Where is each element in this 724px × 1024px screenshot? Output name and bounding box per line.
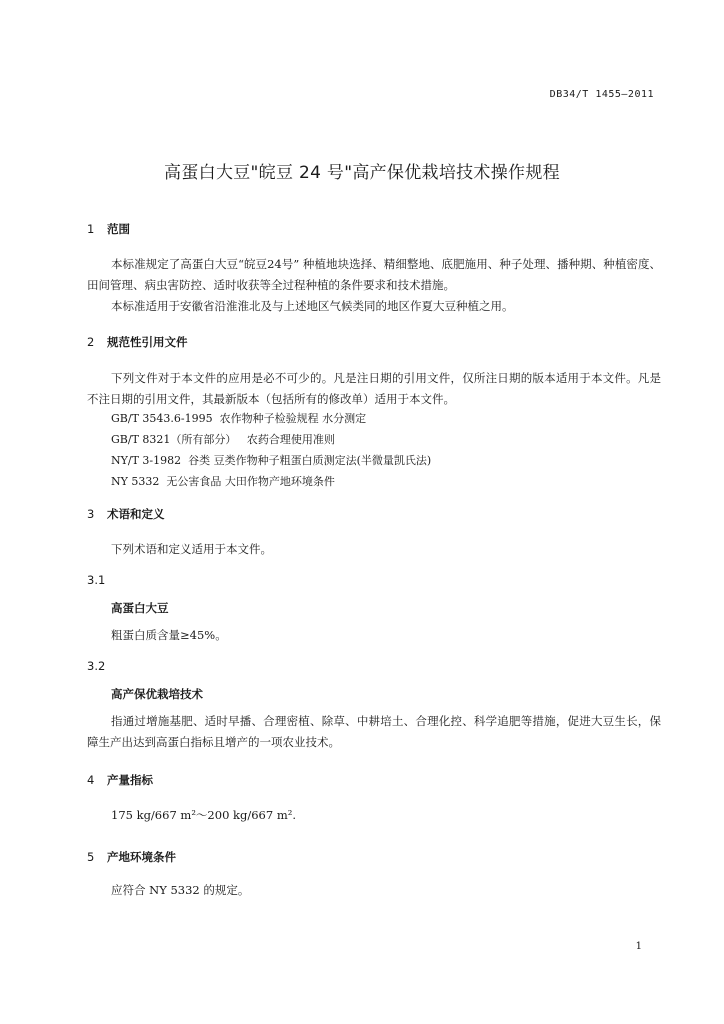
section-number: 2 bbox=[87, 335, 95, 349]
term-3-1-number: 3.1 bbox=[87, 573, 106, 587]
environment-requirement-text: 应符合 NY 5332 的规定。 bbox=[111, 883, 250, 897]
document-code: DB34/T 1455—2011 bbox=[549, 89, 654, 100]
section-1-paragraph-1: 本标准规定了高蛋白大豆“皖豆24号” 种植地块选择、精细整地、底肥施用、种子处理、播种期、种植密度、田间管理、病虫害防控、适时收获等全过程种植的条件要求和技术措施。 bbox=[87, 257, 661, 292]
section-5-heading bbox=[87, 849, 176, 865]
section-title: 规范性引用文件 bbox=[107, 335, 188, 349]
section-title: 术语和定义 bbox=[107, 507, 165, 521]
section-title: 范围 bbox=[107, 222, 130, 236]
term-3-2-number: 3.2 bbox=[87, 659, 106, 673]
term-3-2-title: 高产保优栽培技术 bbox=[111, 687, 203, 701]
section-1-paragraph-2: 本标准适用于安徽省沿淮淮北及与上述地区气候类同的地区作夏大豆种植之用。 bbox=[111, 299, 514, 313]
reference-item: NY 5332 无公害食品 大田作物产地环境条件 bbox=[111, 475, 335, 488]
term-3-1-definition: 粗蛋白质含量≥45%。 bbox=[111, 628, 227, 642]
term-3-1-title: 高蛋白大豆 bbox=[111, 601, 169, 615]
section-2-paragraph-1: 下列文件对于本文件的应用是必不可少的。凡是注日期的引用文件，仅所注日期的版本适用于本文件。凡是不注日期的引用文件，其最新版本（包括所有的修改单）适用于本文件。 bbox=[87, 371, 661, 406]
section-title: 产量指标 bbox=[107, 773, 153, 787]
reference-item: GB/T 8321（所有部分） 农药合理使用准则 bbox=[111, 433, 335, 446]
section-2-heading bbox=[87, 334, 188, 350]
section-number: 3 bbox=[87, 507, 95, 521]
section-1-heading bbox=[87, 221, 130, 237]
section-number: 5 bbox=[87, 850, 95, 864]
reference-item: NY/T 3-1982 谷类 豆类作物种子粗蛋白质测定法(半微量凯氏法) bbox=[111, 454, 432, 467]
section-number: 1 bbox=[87, 222, 95, 236]
page-number: 1 bbox=[635, 941, 642, 952]
section-title: 产地环境条件 bbox=[107, 850, 176, 864]
yield-target-text: 175 kg/667 m²～200 kg/667 m². bbox=[111, 808, 297, 822]
document-title: 高蛋白大豆"皖豆 24 号"高产保优栽培技术操作规程 bbox=[164, 163, 560, 183]
reference-item: GB/T 3543.6-1995 农作物种子检验规程 水分测定 bbox=[111, 412, 367, 425]
section-number: 4 bbox=[87, 773, 95, 787]
section-3-heading bbox=[87, 506, 165, 522]
term-3-2-definition: 指通过增施基肥、适时早播、合理密植、除草、中耕培土、合理化控、科学追肥等措施，促进大豆生长，保障生产出达到高蛋白指标且增产的一项农业技术。 bbox=[87, 714, 661, 749]
section-3-paragraph-1: 下列术语和定义适用于本文件。 bbox=[111, 542, 272, 556]
section-4-heading bbox=[87, 772, 153, 788]
